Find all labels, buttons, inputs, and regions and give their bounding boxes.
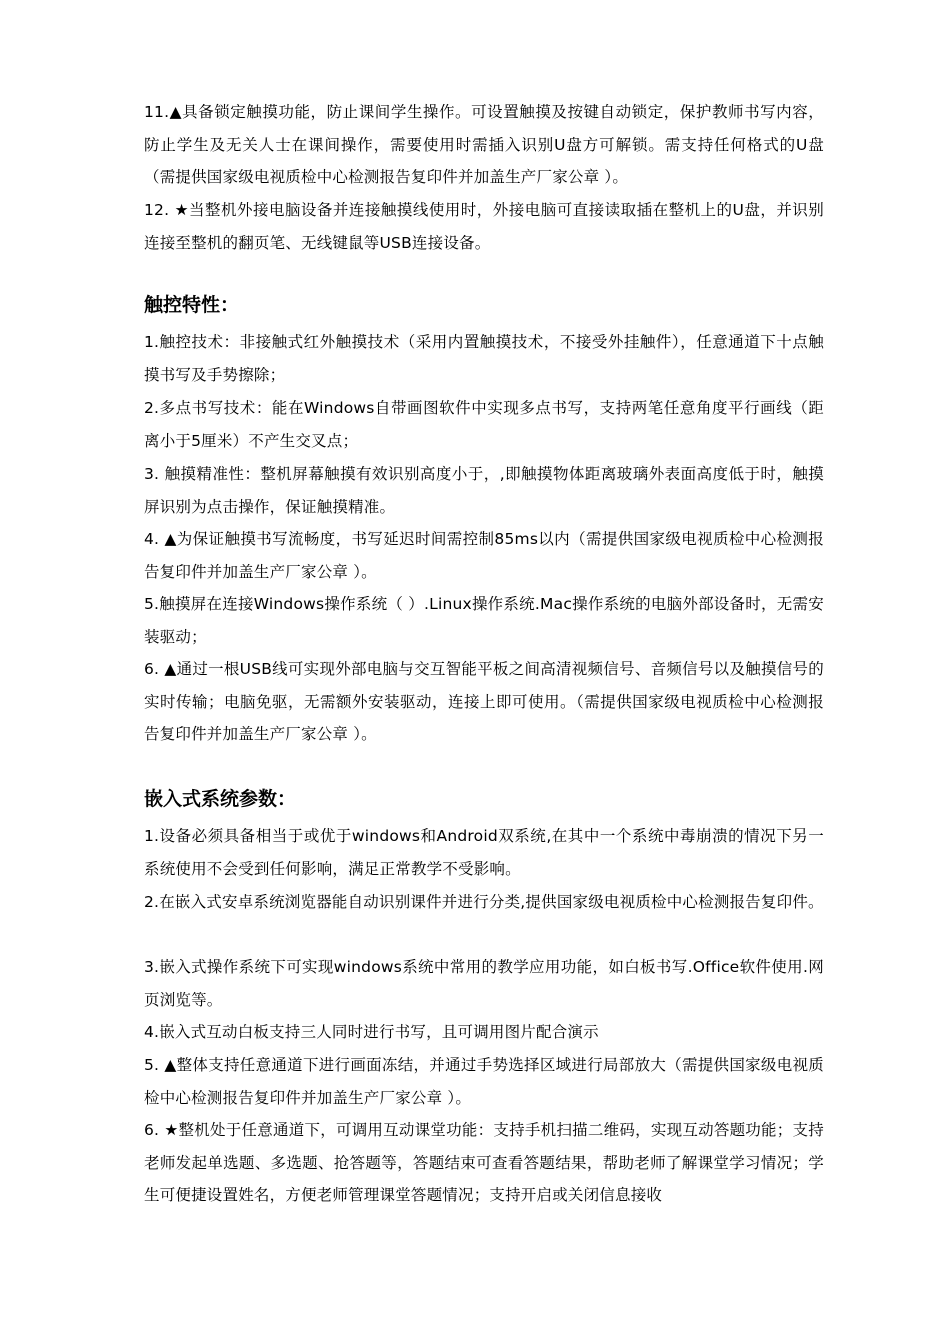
touch-item-2: 2.多点书写技术：能在Windows自带画图软件中实现多点书写，支持两笔任意角度平行画线（距离小于5厘米）不产生交叉点； [144, 399, 824, 450]
touch-item-6: 6. ▲通过一根USB线可实现外部电脑与交互智能平板之间高清视频信号、音频信号以及触摸信号的实时传输；电脑免驱，无需额外安装驱动，连接上即可使用。（需提供国家级电视质检中心检测报告复印件并加盖生产厂家公章 ）。 [144, 660, 824, 743]
section-heading-touch: 触控特性： [144, 294, 240, 316]
section-heading-embedded: 嵌入式系统参数： [144, 788, 297, 810]
embedded-item-5: 5. ▲整体支持任意通道下进行画面冻结，并通过手势选择区域进行局部放大（需提供国家级电视质检中心检测报告复印件并加盖生产厂家公章 ）。 [144, 1056, 824, 1107]
touch-item-3: 3. 触摸精准性：整机屏幕触摸有效识别高度小于，,即触摸物体距离玻璃外表面高度低于时，触摸屏识别为点击操作，保证触摸精准。 [144, 465, 824, 516]
embedded-item-6: 6. ★整机处于任意通道下，可调用互动课堂功能：支持手机扫描二维码，实现互动答题功能；支持老师发起单选题、多选题、抢答题等，答题结束可查看答题结果，帮助老师了解课堂学习情况；学生可便捷设置姓名，方便老师管理课堂答题情况；支持开启或关闭信息接收 [144, 1121, 824, 1204]
embedded-item-4: 4.嵌入式互动白板支持三人同时进行书写，且可调用图片配合演示 [144, 1023, 599, 1041]
touch-item-5: 5.触摸屏在连接Windows操作系统（ ）.Linux操作系统.Mac操作系统的电脑外部设备时，无需安装驱动； [144, 595, 824, 646]
paragraph-12: 12. ★当整机外接电脑设备并连接触摸线使用时，外接电脑可直接读取插在整机上的U盘，并识别连接至整机的翻页笔、无线键鼠等USB连接设备。 [144, 201, 824, 252]
embedded-item-1: 1.设备必须具备相当于或优于windows和Android双系统,在其中一个系统中毒崩溃的情况下另一系统使用不会受到任何影响，满足正常教学不受影响。 [144, 827, 824, 878]
touch-item-4: 4. ▲为保证触摸书写流畅度，书写延迟时间需控制85ms以内（需提供国家级电视质检中心检测报告复印件并加盖生产厂家公章 ）。 [144, 530, 824, 581]
embedded-item-2: 2.在嵌入式安卓系统浏览器能自动识别课件并进行分类,提供国家级电视质检中心检测报告复印件。 [144, 893, 824, 911]
paragraph-11: 11.▲具备锁定触摸功能，防止课间学生操作。可设置触摸及按键自动锁定，保护教师书写内容，防止学生及无关人士在课间操作，需要使用时需插入识别U盘方可解锁。需支持任何格式的U盘（需提供国家级电视质检中心检测报告复印件并加盖生产厂家公章 ）。 [144, 103, 824, 186]
embedded-item-3: 3.嵌入式操作系统下可实现windows系统中常用的教学应用功能，如白板书写.Office软件使用.网页浏览等。 [144, 958, 824, 1009]
touch-item-1: 1.触控技术：非接触式红外触摸技术（采用内置触摸技术，不接受外挂触件），任意通道下十点触摸书写及手势擦除； [144, 333, 824, 384]
